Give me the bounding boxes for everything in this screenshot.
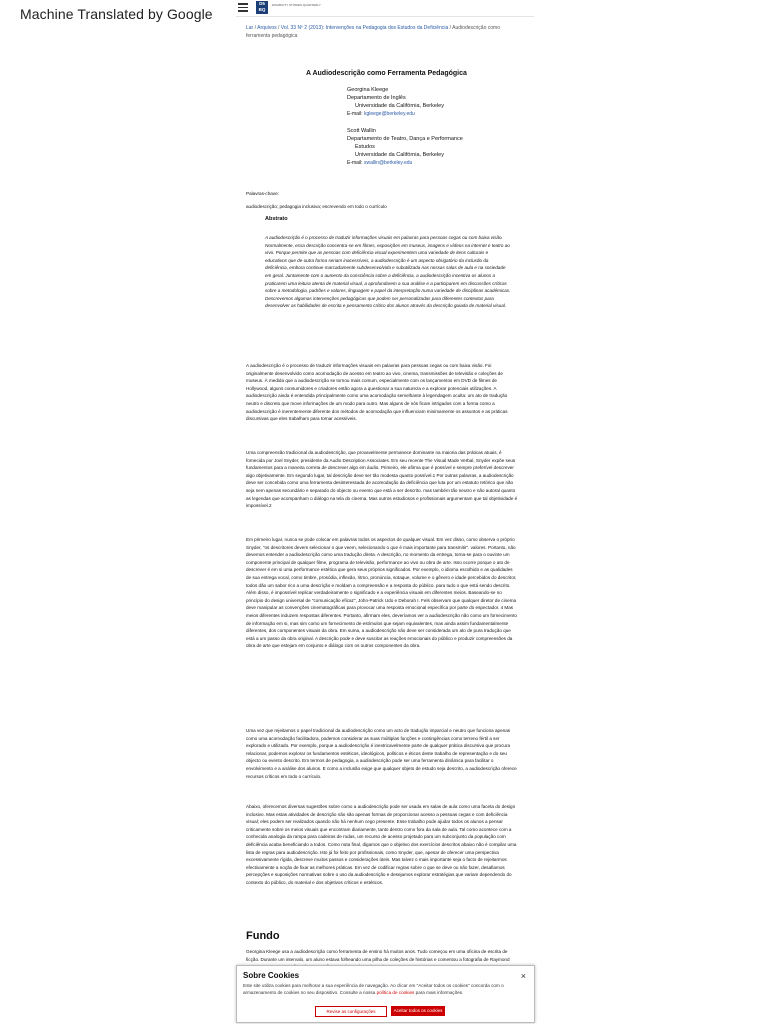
author-email: E-mail: kgleege@berkeley.edu (347, 111, 415, 117)
body-paragraph: Uma compreensão tradicional da audiodescrição, que provavelmente permanece dominante na maioria das práticas atuais, é fornecida por Joel Snyder, presidente da Audio Description Associates. Em seu recente The Visual Made Verbal, Snyder expõe seus fundamentos para a maneira correta de descrever algo em áudio. Primeiro, ele afirma que é possível e sempre preferível descrever algo objetivamente. Em segundo lugar, tal descrição deve ser tão modesta quanto possível.1 Por outras palavras, a audiodescrição deve ser concebida como uma ferramenta desinteressada de acomodação da deficiência que luta por um estatuto retórico que não seja nem apenas secundário e separado do objecto ou evento que está a ser descrito. mas também tão neutro e não autoral quanto as legendas que acompanham o diálogo na tela do cinema. Mas outros estudiosos e profissionais argumentam que tal objetividade é impossível.2 (246, 450, 518, 509)
email-link[interactable]: swallin@berkeley.edu (363, 160, 413, 166)
breadcrumb: Lar / Arquivos / Vol. 33 Nº 2 (2013): Intervenções na Pedagogia dos Estudos da Deficiência / Audiodescrição como ferramenta pedagógica (246, 25, 500, 39)
abstract-text: A audiodescrição é o processo de traduzir informações visuais em palavras para pessoas cegas ou com baixa visão. Normalmente, essa descrição concentra-se em filmes, exposições em museus, imagens e vídeos na internet e teatro ao vivo. Porque permite que as pessoas com deficiência visual experimentem uma variedade de itens culturais e educativos que de outra forma seriam inacessíveis, a audiodescrição é um aspecto obrigatório da inclusão da deficiência, embora continue marcadamente subdesenvolvida e subutilizada nas nossas salas de aula e na sociedade em geral. Juntamente com o aumento da consciência sobre a deficiência, a audiodescrição incentiva os alunos a praticarem uma leitura atenta de material visual, a aprofundarem a sua análise e a participarem em discussões críticas sobre a metodologia, padrões e valores, linguagem e papel da interpretação numa variedade de disciplinas académicas. Descrevemos algumas intervenções pedagógicas que podem ser personalizadas para diferentes contextos para desenvolver as habilidades de escrita e pensamento crítico dos alunos através da descrição guiada de material visual. (265, 235, 511, 309)
author-univ: Universidade da Califórnia, Berkeley (355, 152, 444, 158)
breadcrumb-issue[interactable]: Vol. 33 Nº 2 (2013): Intervenções na Pedagogia dos Estudos da Deficiência (280, 25, 449, 31)
author-dept-cont: Estudos (355, 144, 375, 150)
close-icon[interactable]: × (520, 971, 526, 981)
author-block (347, 86, 444, 118)
machine-translation-banner: Machine Translated by Google (20, 6, 213, 22)
author-email: E-mail: swallin@berkeley.edu (347, 160, 413, 166)
email-link[interactable]: kgleege@berkeley.edu (363, 111, 415, 117)
menu-icon[interactable] (238, 3, 248, 11)
body-paragraph: Abaixo, oferecemos diversas sugestões sobre como a audiodescrição pode ser usada em salas de aula como uma faceta do design inclusivo. Mas estas atividades de descrição não são apenas formas de proporcionar acesso a pessoas cegas e com deficiência visual; eles podem ser realizados quando não há nenhum cego presente. Esse trabalho pode ajudar todos os alunos a pensar criticamente sobre os meios visuais que encontram diariamente, tanto dentro como fora da sala de aula. Tal como acontece com a conhecida analogia da rampa para cadeiras de rodas, um recurso de acesso projetado para um subconjunto da população com deficiência acaba beneficiando a todos. Como nota final, digamos que o objetivo dos exercícios descritos abaixo não é compilar uma lista de regras para audiodescrição. Isto já foi feito por profissionais, como Snyder, que, apesar de oferecer uma perspectiva excessivamente rígida, descreve muitos passos e considerações úteis. Mas talvez o mais importante seja o facto de rejeitarmos efectivamente a noção de fixar as melhores práticas. Em vez de codificar regras sobre o que se deve ou não fazer, desafiamos percepções e suposições normativas sobre o uso da audiodescrição e desejamos explorar estratégias que variam dependendo do contexto do público, do material e dos objetivos críticos e estéticos. (246, 804, 517, 885)
author-block (347, 127, 463, 167)
author-univ: Universidade da Califórnia, Berkeley (355, 103, 444, 109)
body-paragraph: Uma vez que rejeitamos o papel tradicional da audiodescrição como um acto de tradução imparcial e neutro que funciona apenas como uma acomodação facilitadora, podemos considerar as suas múltiplas funções e contingências como terreno fértil a ser explorado e utilizado. Por exemplo, porque a audiodescrição é inextricavelmente parte de qualquer prática discursiva que procura relacionar, podemos explorar os fundamentos estéticos, ideológicos, políticos e éticos deste trabalho de representação e do seu objecto ou evento descrito. Em termos de pedagogia, a audiodescrição pode ser uma ferramenta dinâmica para facilitar o envolvimento e a análise dos alunos. E como a inclusão exige que qualquer objeto de estudo seja descrito, a audiodescrição oferece recursos críticos em todo o currículo. (246, 728, 517, 779)
author-dept: Departamento de Inglês (347, 95, 406, 101)
journal-logo[interactable]: D5 BQ (256, 1, 268, 14)
accept-cookies-button[interactable]: Aceitar todos os cookies (391, 1006, 445, 1016)
breadcrumb-archives[interactable]: Arquivos (257, 25, 277, 31)
article-title: A Audiodescrição como Ferramenta Pedagógica (306, 70, 467, 77)
body-paragraph: Em primeiro lugar, nunca se pode colocar em palavras todos os aspectos de qualquer visual. Em vez disso, como observa o próprio Snyder, "os descritores devem selecionar o que veem, selecionando o que é mais importante para transmitir". valores. Portanto, não devemos entender a audiodescrição como uma tradução direta. A descrição, no momento da entrega, torna-se para o ouvinte um componente principal de qualquer filme, programa de televisão, performance ao vivo ou obra de arte. Isso ocorre porque o ato de descrever é em si uma performance estética que gera seus próprios significados. Por exemplo, o idioma escolhido e as qualidades de sua entrega vocal, como timbre, prosódia, inflexão, ritmo, pronúncia, sotaque, volume e o gênero e idade percebidos do descritor, todos dão um sabor rico a uma descrição e moldam a compreensão e a resposta do público. para tudo o que está sendo descrito. Além disso, é impossível replicar verdadeiramente o significado e a experiência visuais em diferentes meios. Baseando-se no princípio do design universal de "comunicação eficaz", John-Patrick Udo e Deborah I. Fels observam que qualquer diretor de cinema deve manipular as convenções cinematográficas para provocar uma resposta emocional específica por parte do espectador. 4 Mas meios diferentes induzem respostas diferentes. Portanto, afirmam eles, deveríamos ver a audiodescrição não como um fornecimento de informação em si, mas sim como um fornecimento de estímulos que sejam equivalentes, mas ainda assim fundamentalmente diferentes, dos componentes visuais da obra. Em suma, a audiodescrição não deve ser considerada um ato de pura tradução que está a um passo da obra original. A descrição pode e deve suscitar as reações emocionais do público e produzir compreensões da obra de arte que estejam em conjunto e diálogo com os outros componentes da obra. (246, 537, 517, 649)
author-dept: Departamento de Teatro, Dança e Performance (347, 136, 463, 142)
journal-subtitle: DISABILITY STUDIES QUARTERLY (272, 3, 321, 7)
breadcrumb-current: Audiodescrição como ferramenta pedagógica (246, 25, 500, 39)
keywords-label: Palavras-chave: (246, 191, 279, 196)
body-paragraph: Georgina Kleege usa a audiodescrição como ferramenta de ensino há muitos anos. Tudo começou em uma oficina de escrita de ficção. Durante um intervalo, um aluno estava folheando uma pilha de coleções de histórias e comentou a fotografia de Raymond (246, 949, 510, 962)
keywords: audiodescrição; pedagogia inclusiva; escrevendo em todo o currículo (246, 204, 387, 209)
breadcrumb-home[interactable]: Lar (246, 25, 254, 31)
cookie-policy-link[interactable]: política de cookies (376, 990, 415, 995)
abstract-heading: Abstrato (265, 216, 288, 222)
review-settings-button[interactable]: Revise as configurações (315, 1006, 387, 1017)
section-heading: Fundo (246, 930, 280, 942)
cookie-text: Este site utiliza cookies para melhorar a sua experiência de navegação. Ao clicar em "Aceitar todos os cookies" concorda com o armazenamento de cookies no seu dispositivo. Consulte a nossa política de cookies para mais informações. (243, 983, 504, 995)
site-header (236, 0, 534, 17)
author-name: Scott Wallin (347, 128, 376, 134)
body-paragraph: A audiodescrição é o processo de traduzir informações visuais em palavras para pessoas cegas ou com baixa visão. Foi originalmente desenvolvido como acomodação de acesso em teatro ao vivo, cinema, transmissões de televisão e coleções de museus. À medida que a audiodescrição se tornou mais comum, especialmente com os lançamentos em DVD de filmes de Hollywood, alguns consumidores e criadores estão agora a questionar a sua natureza e a explorar potenciais utilizações. A audiodescrição ainda é entendida principalmente como uma acomodação semelhante à legendagem oculta: um ato de tradução neutro e discreto que move informações de um modo para outro. Mas alguns de nós ficam intrigados com a forma como a audiodescrição é inerentemente diferente dos métodos de acomodação que influenciam minimamente os assuntos e as práticas discursivas que eles trabalham para tornar acessíveis. (246, 363, 508, 422)
cookie-title: Sobre Cookies (243, 971, 300, 980)
author-name: Georgina Kleege (347, 87, 389, 93)
